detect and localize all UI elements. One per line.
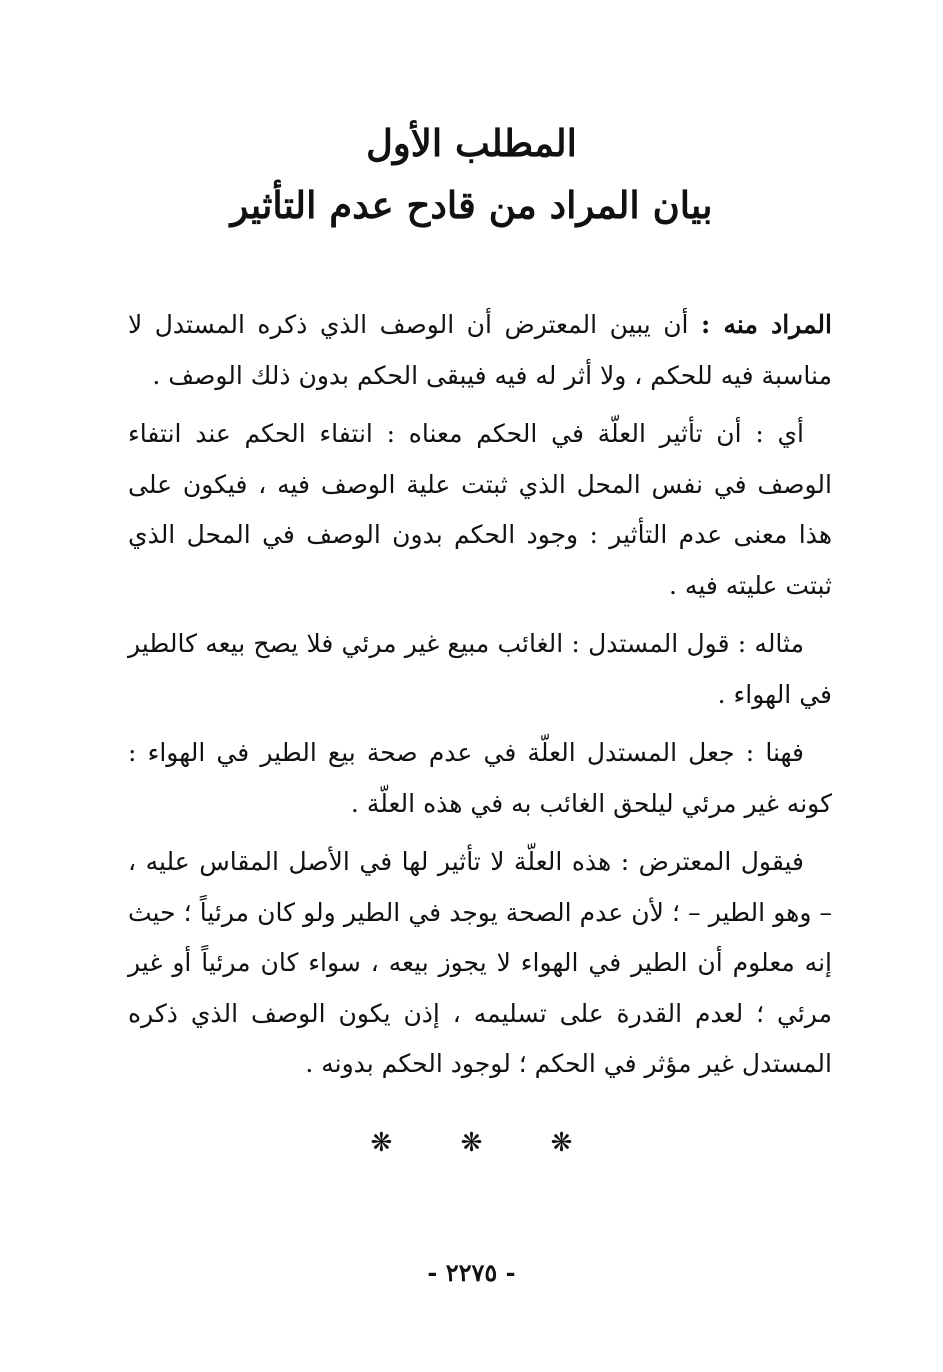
paragraph-text: مثاله : قول المستدل : الغائب مبيع غير مرئي فلا يصح بيعه كالطير في الهواء . (128, 629, 832, 709)
paragraph-text: فيقول المعترض : هذه العلّة لا تأثير لها في الأصل المقاس عليه ، – وهو الطير – ؛ لأن عدم الصحة يوجد في الطير ولو كان مرئياً ؛ حيث إنه معلوم أن الطير في الهواء لا يجوز بيعه ، سواء كان مرئياً أو غير مرئي ؛ لعدم القدرة على تسليمه ، إذن يكون الوصف الذي ذكره المستدل غير مؤثر في الحكم ؛ لوجود الحكم بدونه . (128, 847, 832, 1078)
paragraph-analysis (128, 728, 832, 829)
body-text (128, 300, 832, 1098)
paragraph-explanation (128, 409, 832, 611)
star-ornament-icon: ❋ (550, 1128, 573, 1158)
page-number: - ٢٢٧٥ - (427, 1258, 516, 1287)
paragraph-objection (128, 837, 832, 1090)
paragraph-lead: المراد منه : (701, 310, 832, 339)
paragraph-definition (128, 300, 832, 401)
section-title: المطلب الأول (366, 121, 577, 165)
paragraph-text: فهنا : جعل المستدل العلّة في عدم صحة بيع الطير في الهواء : كونه غير مرئي ليلحق الغائب به في هذه العلّة . (128, 738, 832, 818)
star-ornament-icon: ❋ (370, 1128, 393, 1158)
section-separator (0, 1128, 943, 1158)
section-heading (0, 112, 943, 236)
section-subtitle: بيان المراد من قادح عدم التأثير (230, 183, 713, 227)
paragraph-text: أن يبين المعترض أن الوصف الذي ذكره المستدل لا مناسبة فيه للحكم ، ولا أثر له فيه فيبقى الحكم بدون ذلك الوصف . (128, 310, 832, 390)
paragraph-example (128, 619, 832, 720)
paragraph-text: أي : أن تأثير العلّة في الحكم معناه : انتفاء الحكم عند انتفاء الوصف في نفس المحل الذي ثبتت علية الوصف فيه ، فيكون على هذا معنى عدم التأثير : وجود الحكم بدون الوصف في المحل الذي ثبتت عليته فيه . (128, 419, 832, 600)
star-ornament-icon: ❋ (460, 1128, 483, 1158)
